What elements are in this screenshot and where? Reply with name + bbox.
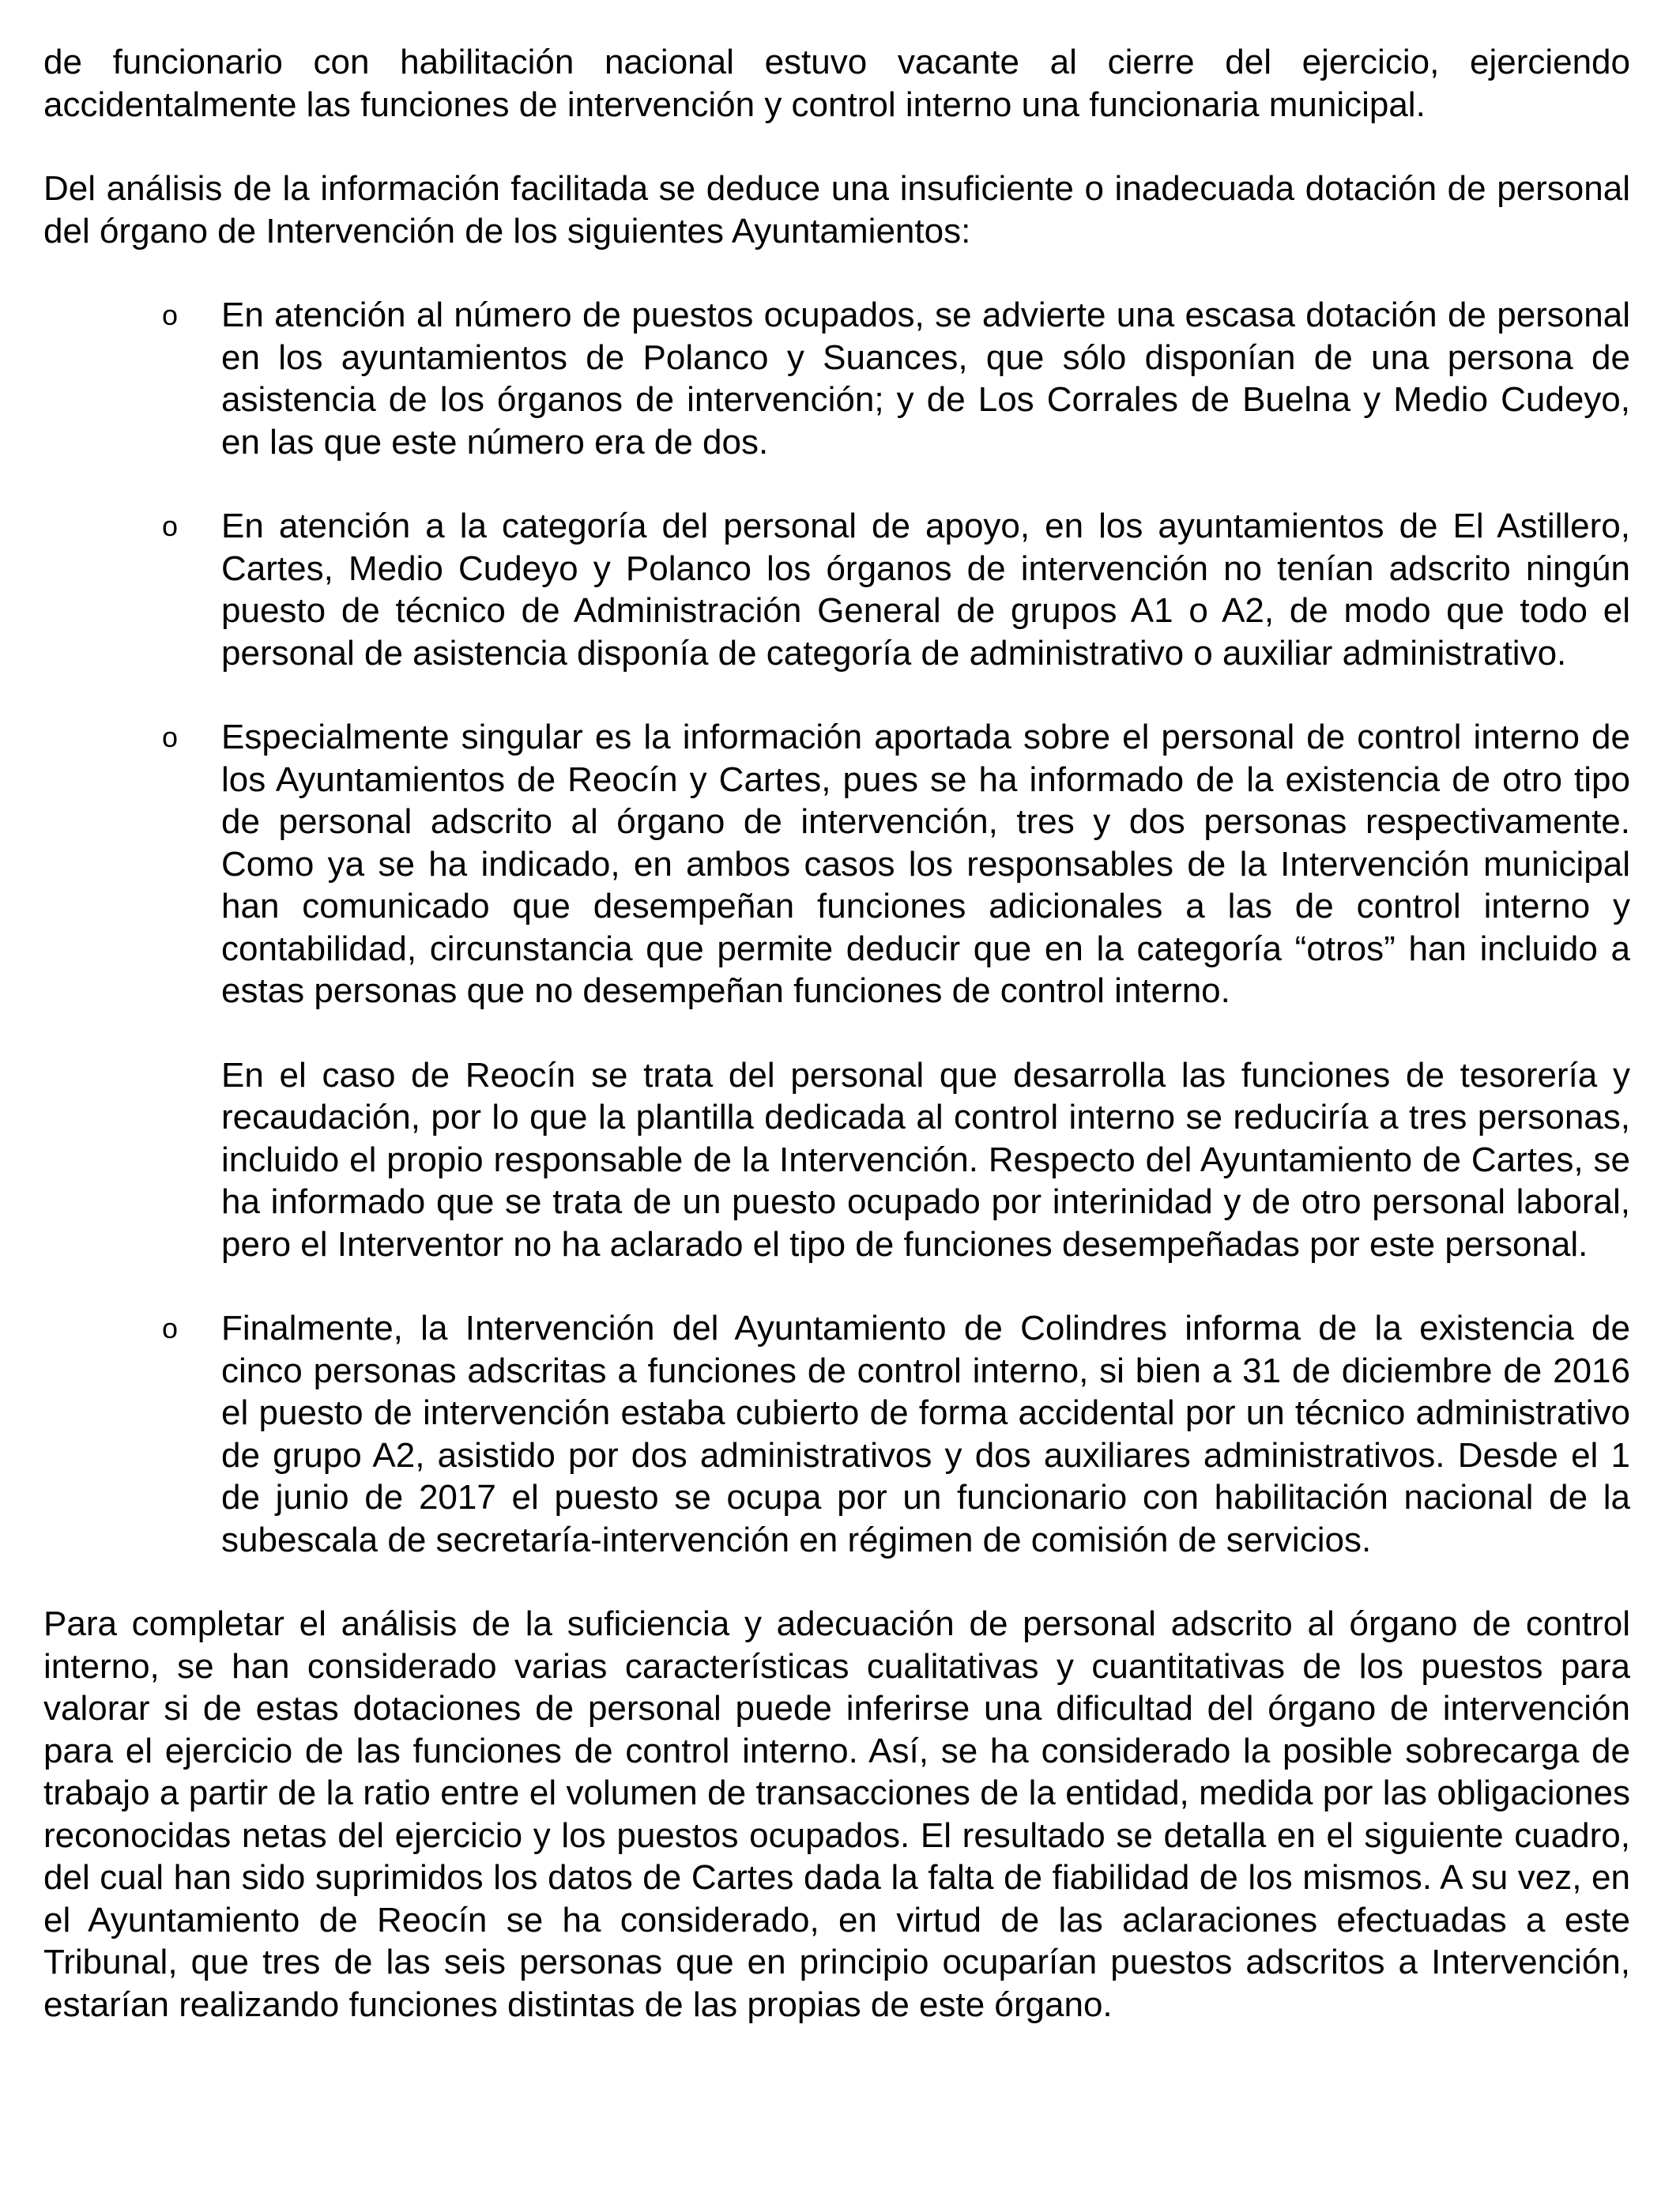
bullet-text: En atención a la categoría del personal de apoyo, en los ayuntamientos de El Astillero, Cartes, Medio Cudeyo y Polanco los órganos de intervención no tenían adscrito ningún puesto de técnico de Administración General de grupos A1 o A2, de modo que todo el personal de asistencia disponía de categoría de administrativo o auxiliar administrativo. [221, 507, 1630, 673]
bullet-marker: o [162, 721, 179, 753]
bullet-text: Especialmente singular es la información aportada sobre el personal de control interno de los Ayuntamientos de Reocín y Cartes, pues se ha informado de la existencia de otro tipo de personal adscrito al órgano de intervención, tres y dos personas respectivamente. Como ya se ha indicado, en ambos casos los responsables de la Intervención municipal han comunicado que desempeñan funciones adicionales a las de control interno y contabilidad, circunstancia que permite deducir que en la categoría “otros” han incluido a estas personas que no desempeñan funciones de control interno. [221, 718, 1630, 1010]
bullet-item-colindres [43, 1307, 1630, 1561]
paragraph-conclusion: Para completar el análisis de la suficiencia y adecuación de personal adscrito al órgano de control interno, se han considerado varias características cualitativas y cuantitativas de los puestos para valorar si de estas dotaciones de personal puede inferirse una dificultad del órgano de intervención para el ejercicio de las funciones de control interno. Así, se ha considerado la posible sobrecarga de trabajo a partir de la ratio entre el volumen de transacciones de la entidad, medida por las obligaciones reconocidas netas del ejercicio y los puestos ocupados. El resultado se detalla en el siguiente cuadro, del cual han sido suprimidos los datos de Cartes dada la falta de fiabilidad de los mismos. A su vez, en el Ayuntamiento de Reocín se ha considerado, en virtud de las aclaraciones efectuadas a este Tribunal, que tres de las seis personas que en principio ocuparían puestos adscritos a Intervención, estarían realizando funciones distintas de las propias de este órgano. [43, 1604, 1630, 2024]
paragraph-intro: de funcionario con habilitación nacional estuvo vacante al cierre del ejercicio, ejerciendo accidentalmente las funciones de intervención y control interno una funcionaria municipal. [43, 43, 1630, 124]
bullet-marker: o [162, 299, 179, 331]
bullet-item-staff-category [43, 505, 1630, 674]
bullet-text: En atención al número de puestos ocupados, se advierte una escasa dotación de personal en los ayuntamientos de Polanco y Suances, que sólo disponían de una persona de asistencia de los órganos de intervención; y de Los Corrales de Buelna y Medio Cudeyo, en las que este número era de dos. [221, 296, 1630, 462]
bullet-item-staff-count [43, 294, 1630, 463]
bullet-marker: o [162, 1312, 179, 1344]
bullet-text: Finalmente, la Intervención del Ayuntamiento de Colindres informa de la existencia de cinco personas adscritas a funciones de control interno, si bien a 31 de diciembre de 2016 el puesto de intervención estaba cubierto de forma accidental por un técnico administrativo de grupo A2, asistido por dos administrativos y dos auxiliares administrativos. Desde el 1 de junio de 2017 el puesto se ocupa por un funcionario con habilitación nacional de la subescala de secretaría-intervención en régimen de comisión de servicios. [221, 1309, 1630, 1559]
paragraph-analysis: Del análisis de la información facilitada se deduce una insuficiente o inadecuada dotación de personal del órgano de Intervención de los siguientes Ayuntamientos: [43, 169, 1630, 251]
bullet-list [43, 294, 1630, 1561]
bullet-text-continuation: En el caso de Reocín se trata del personal que desarrolla las funciones de tesorería y recaudación, por lo que la plantilla dedicada al control interno se reduciría a tres personas, incluido el propio responsable de la Intervención. Respecto del Ayuntamiento de Cartes, se ha informado que se trata de un puesto ocupado por interinidad y de otro personal laboral, pero el Interventor no ha aclarado el tipo de funciones desempeñadas por este personal. [221, 1055, 1630, 1264]
bullet-item-reocin-cartes [43, 716, 1630, 1265]
bullet-marker: o [162, 510, 179, 542]
document-page [43, 41, 1630, 2026]
